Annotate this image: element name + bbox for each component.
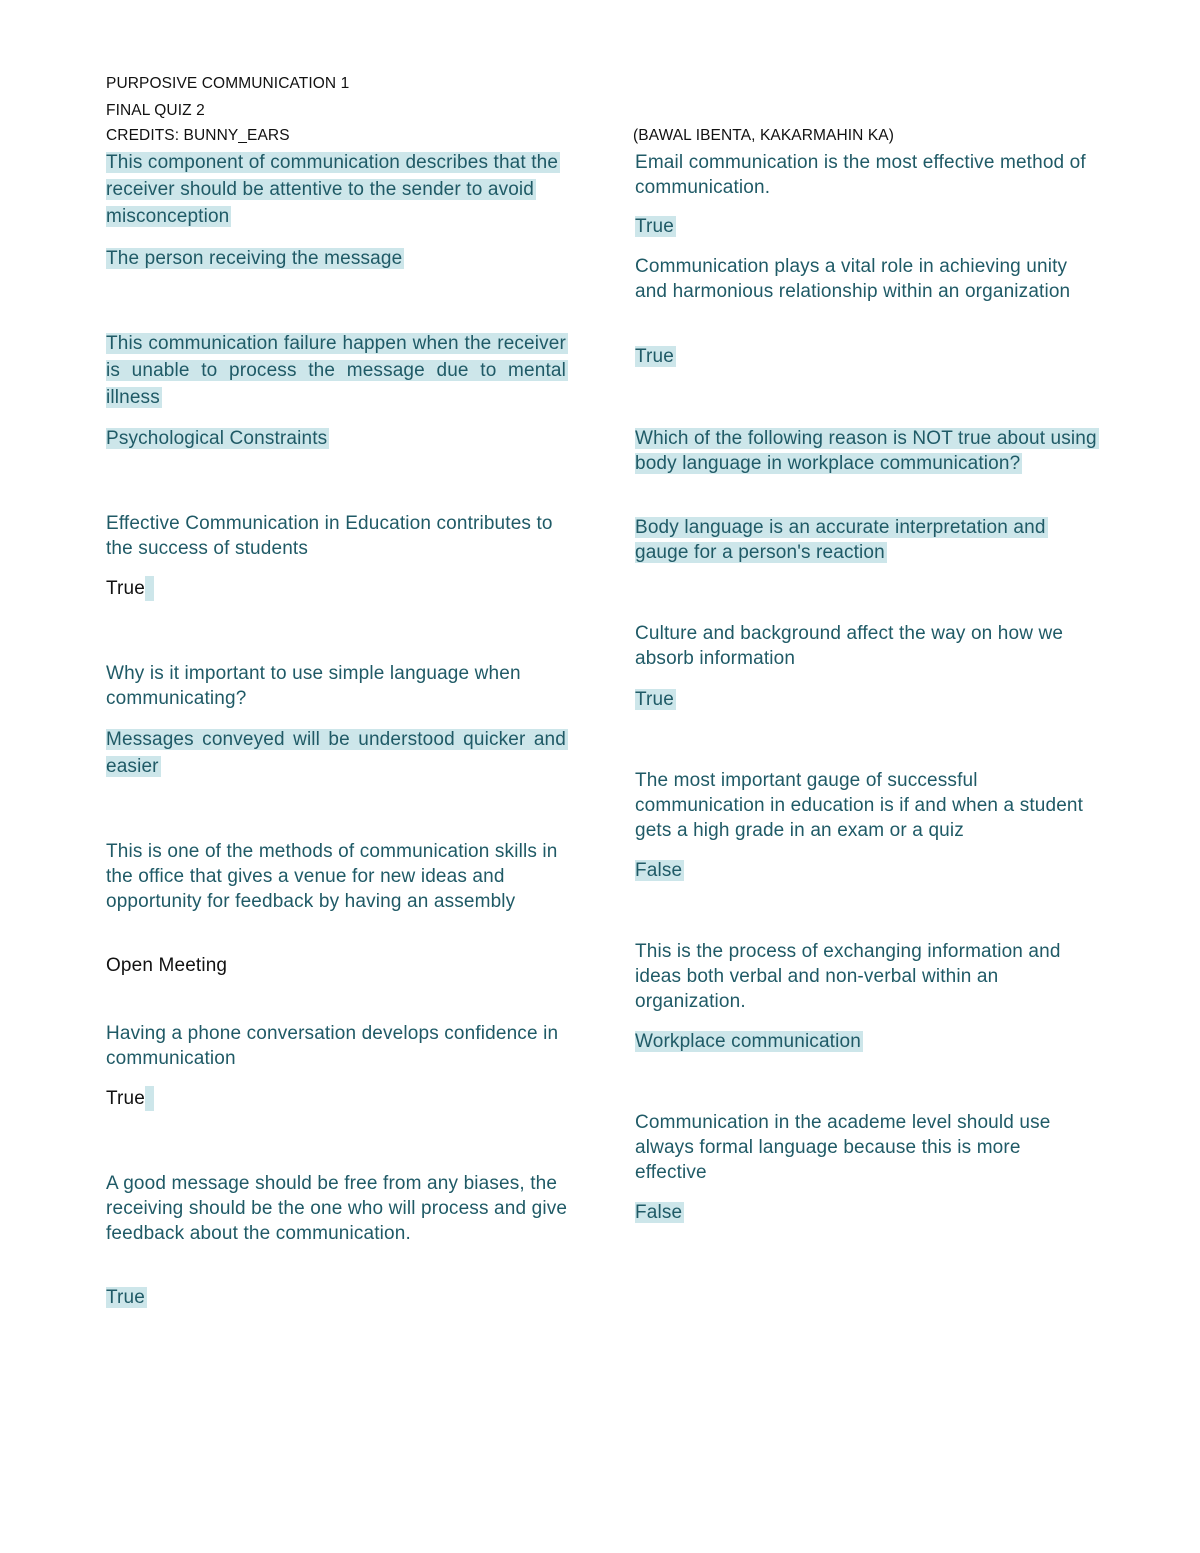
question-4 [106,661,568,711]
answer-text: True [106,1088,145,1109]
answer-12 [635,858,1097,883]
course-title: PURPOSIVE COMMUNICATION 1 [106,75,350,92]
answer-1 [106,246,568,271]
question-13 [635,939,1097,1014]
answer-text: Psychological Constraints [106,428,328,449]
question-text: This is the process of exchanging information and ideas both verbal and non-verbal within an organization. [635,941,1061,1012]
answer-text: Messages conveyed will be understood quicker and easier [106,729,566,777]
answer-text: True [635,689,674,710]
question-text: Culture and background affect the way on how we absorb information [635,623,1064,669]
notice-line: (BAWAL IBENTA, KAKARMAHIN KA) [633,127,894,144]
question-12 [635,768,1097,843]
question-8 [635,150,1097,200]
question-7 [106,1171,568,1246]
question-text: A good message should be free from any biases, the receiving should be the one who will process and give feedback about the communication. [106,1173,568,1244]
question-1 [106,149,568,230]
highlight-mark [145,576,154,601]
question-text: This component of communication describes that the receiver should be attentive to the sender to avoid misconception [106,152,559,227]
question-11 [635,621,1097,671]
answer-14 [635,1200,1097,1225]
answer-text: The person receiving the message [106,248,403,269]
question-5 [106,839,568,914]
question-text: Having a phone conversation develops confidence in communication [106,1023,559,1069]
answer-text: True [106,1287,145,1308]
answer-text: False [635,860,683,881]
answer-text: True [635,216,674,237]
question-text: Email communication is the most effective method of communication. [635,152,1086,198]
question-text: Which of the following reason is NOT true about using body language in workplace communication? [635,428,1097,474]
credits-line: CREDITS: BUNNY_EARS [106,127,290,144]
answer-8 [635,214,1097,239]
answer-7 [106,1285,568,1310]
question-10 [635,426,1097,476]
answer-text: Workplace communication [635,1031,861,1052]
question-6 [106,1021,568,1071]
quiz-title: FINAL QUIZ 2 [106,102,205,119]
answer-13 [635,1029,1097,1054]
question-text: Communication in the academe level should use always formal language because this is more effective [635,1112,1051,1183]
answer-text: Open Meeting [106,955,228,976]
answer-text: False [635,1202,683,1223]
question-text: Effective Communication in Education contributes to the success of students [106,513,553,559]
question-text: This communication failure happen when the receiver is unable to process the message due to mental illness [106,333,566,408]
answer-text: True [635,346,674,367]
answer-text: Body language is an accurate interpretation and gauge for a person's reaction [635,517,1046,563]
answer-3 [106,576,568,601]
question-2 [106,330,568,411]
highlight-mark [145,1086,154,1111]
answer-9 [635,344,1097,369]
answer-10 [635,515,1097,565]
answer-11 [635,687,1097,712]
answer-5 [106,953,568,978]
question-9 [635,254,1097,304]
answer-text: True [106,578,145,599]
answer-2 [106,426,568,451]
question-14 [635,1110,1097,1185]
question-text: Why is it important to use simple language when communicating? [106,663,521,709]
answer-6 [106,1086,568,1111]
question-text: This is one of the methods of communication skills in the office that gives a venue for new ideas and opportunity for feedback by having an assembly [106,841,558,912]
question-text: The most important gauge of successful communication in education is if and when a student gets a high grade in an exam or a quiz [635,770,1084,841]
question-3 [106,511,568,561]
question-text: Communication plays a vital role in achieving unity and harmonious relationship within an organization [635,256,1071,302]
answer-4 [106,726,568,780]
